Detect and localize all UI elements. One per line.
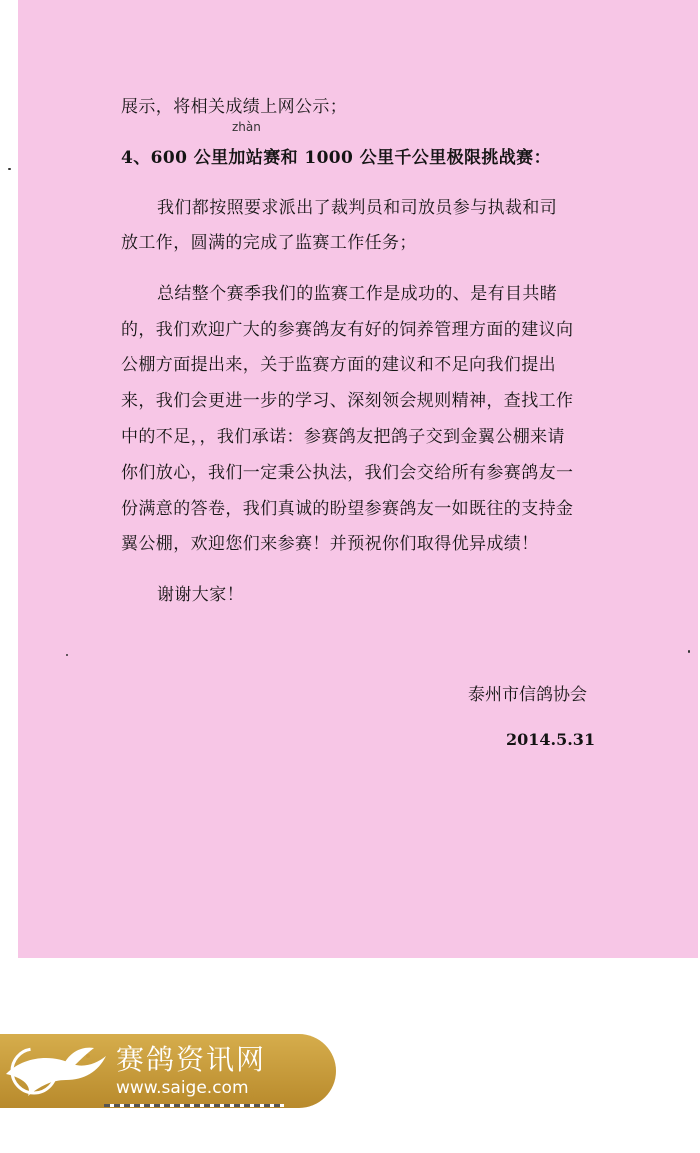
pinyin-annotation: zhàn	[232, 120, 261, 134]
letter-line-8: 来，我们会更进一步的学习、深刻领会规则精神，查找工作	[121, 391, 574, 411]
watermark-url[interactable]: www.saige.com	[116, 1078, 249, 1098]
scan-strip	[104, 1104, 284, 1107]
letter-line-4: 放工作，圆满的完成了监赛工作任务；	[121, 233, 417, 253]
letter-line-13: 谢谢大家！	[157, 585, 244, 605]
signature: 泰州市信鸽协会	[468, 685, 587, 705]
scan-speck	[688, 650, 690, 653]
letter-line-3: 我们都按照要求派出了裁判员和司放员参与执裁和司	[157, 198, 558, 218]
letter-line-11: 份满意的答卷，我们真诚的盼望参赛鸽友一如既往的支持金	[121, 499, 574, 519]
watermark-title: 赛鸽资讯网	[116, 1043, 267, 1076]
letter-line-1: 展示，将相关成绩上网公示；	[121, 97, 348, 117]
pigeon-logo-icon	[0, 1034, 112, 1108]
letter-date: 2014.5.31	[506, 730, 596, 749]
letter-line-9: 中的不足，，我们承诺：参赛鸽友把鸽子交到金翼公棚来请	[121, 427, 565, 447]
scan-speck	[8, 168, 11, 170]
letter-line-10: 你们放心，我们一定秉公执法，我们会交给所有参赛鸽友一	[121, 463, 574, 483]
letter-line-7: 公棚方面提出来，关于监赛方面的建议和不足向我们提出	[121, 355, 556, 375]
site-watermark[interactable]	[0, 1034, 336, 1108]
letter-line-12: 翼公棚，欢迎您们来参赛！并预祝你们取得优异成绩！	[121, 534, 539, 554]
letter-line-6: 的，我们欢迎广大的参赛鸽友有好的饲养管理方面的建议向	[121, 320, 574, 340]
scan-speck	[66, 654, 68, 656]
letter-line-2: 4、600 公里加站赛和 1000 公里千公里极限挑战赛：	[121, 148, 551, 168]
letter-line-5: 总结整个赛季我们的监赛工作是成功的、是有目共睹	[157, 284, 558, 304]
